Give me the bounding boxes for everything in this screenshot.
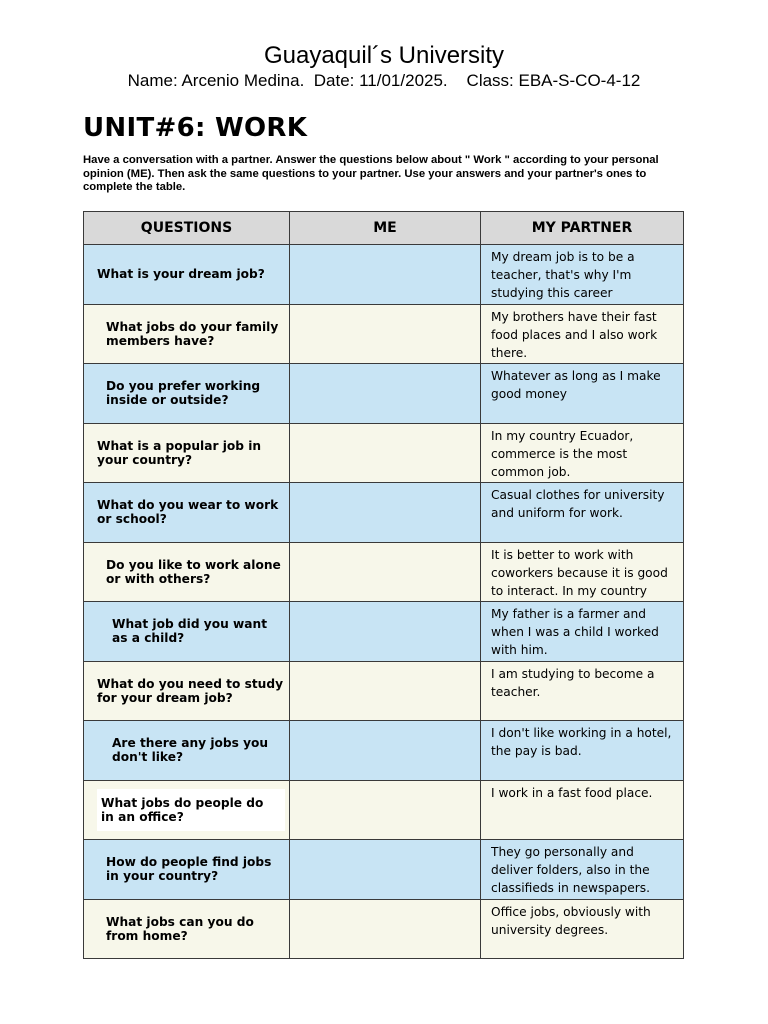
- partner-answer-text: I don't like working in a hotel, the pay is bad.: [491, 726, 672, 758]
- table-row: [84, 721, 684, 781]
- table-row: [84, 899, 684, 959]
- table-row: [84, 483, 684, 543]
- me-answer-cell[interactable]: [290, 364, 481, 424]
- partner-answer-cell: [481, 542, 684, 602]
- partner-answer-text: I work in a fast food place.: [491, 785, 653, 800]
- partner-answer-text: In my country Ecuador, commerce is the most common job.: [491, 428, 634, 479]
- instructions-paragraph: Have a conversation with a partner. Answer the questions below about " Work " according to your personal opinion (ME). Then ask the same questions to your partner. Use your answers and your partner's ones to complete the table.: [83, 154, 659, 193]
- question-cell: What jobs do your family members have?: [84, 304, 290, 364]
- partner-answer-cell: [481, 423, 684, 483]
- question-cell: Do you like to work alone or with others?: [84, 542, 290, 602]
- student-info-line: Name: Arcenio Medina. Date: 11/01/2025. Class: EBA-S-CO-4-12: [127, 71, 641, 90]
- partner-answer-text: I am studying to become a teacher.: [491, 666, 655, 699]
- partner-answer-text: My father is a farmer and when I was a child I worked with him.: [491, 607, 659, 657]
- partner-answer-cell: [481, 661, 684, 721]
- table-row: [84, 780, 684, 840]
- unit-title: UNIT#6: WORK: [83, 113, 308, 143]
- partner-answer-cell: [481, 304, 684, 364]
- me-answer-cell[interactable]: [290, 780, 481, 840]
- question-cell: Do you prefer working inside or outside?: [84, 364, 290, 424]
- me-answer-cell[interactable]: [290, 483, 481, 543]
- me-answer-cell[interactable]: [290, 899, 481, 959]
- me-answer-cell[interactable]: [290, 423, 481, 483]
- me-answer-cell[interactable]: [290, 721, 481, 781]
- me-answer-cell[interactable]: [290, 661, 481, 721]
- questions-column-header: QUESTIONS: [84, 212, 290, 245]
- question-cell: [84, 780, 290, 840]
- table-row: [84, 245, 684, 305]
- partner-column-header: MY PARTNER: [481, 212, 684, 245]
- partner-answer-cell: [481, 721, 684, 781]
- me-answer-cell[interactable]: [290, 245, 481, 305]
- question-cell: What is your dream job?: [84, 245, 290, 305]
- partner-answer-cell: [481, 602, 684, 662]
- table-row: [84, 542, 684, 602]
- table-row: [84, 304, 684, 364]
- worksheet-table: [83, 211, 684, 959]
- me-answer-cell[interactable]: [290, 602, 481, 662]
- partner-answer-text: My brothers have their fast food places and I also work there.: [491, 309, 658, 360]
- table-row: [84, 423, 684, 483]
- partner-answer-text: Office jobs, obviously with university degrees.: [491, 904, 651, 937]
- university-title: Guayaquil´s University: [263, 42, 505, 69]
- partner-answer-cell: [481, 483, 684, 543]
- question-cell: What job did you want as a child?: [84, 602, 290, 662]
- question-cell: What is a popular job in your country?: [84, 423, 290, 483]
- partner-answer-text: My dream job is to be a teacher, that's why I'm studying this career: [491, 250, 635, 300]
- table-row: [84, 364, 684, 424]
- table-header-row: [84, 212, 684, 245]
- partner-answer-cell: [481, 364, 684, 424]
- question-highlight-box: What jobs do people do in an office?: [97, 789, 285, 831]
- me-column-header: ME: [290, 212, 481, 245]
- partner-answer-text: Whatever as long as I make good money: [491, 369, 661, 401]
- question-cell: How do people find jobs in your country?: [84, 840, 290, 900]
- question-cell: What do you need to study for your dream job?: [84, 661, 290, 721]
- partner-answer-cell: [481, 899, 684, 959]
- partner-answer-text: Casual clothes for university and uniform for work.: [491, 488, 665, 520]
- partner-answer-cell: [481, 245, 684, 305]
- table-row: [84, 840, 684, 900]
- me-answer-cell[interactable]: [290, 304, 481, 364]
- question-cell: What jobs can you do from home?: [84, 899, 290, 959]
- partner-answer-text: They go personally and deliver folders, also in the classifieds in newspapers.: [491, 845, 650, 895]
- question-cell: Are there any jobs you don't like?: [84, 721, 290, 781]
- question-cell: What do you wear to work or school?: [84, 483, 290, 543]
- partner-answer-text: It is better to work with coworkers because it is good to interact. In my country: [491, 547, 668, 598]
- me-answer-cell[interactable]: [290, 840, 481, 900]
- partner-answer-cell: [481, 780, 684, 840]
- table-row: [84, 661, 684, 721]
- partner-answer-cell: [481, 840, 684, 900]
- me-answer-cell[interactable]: [290, 542, 481, 602]
- table-row: [84, 602, 684, 662]
